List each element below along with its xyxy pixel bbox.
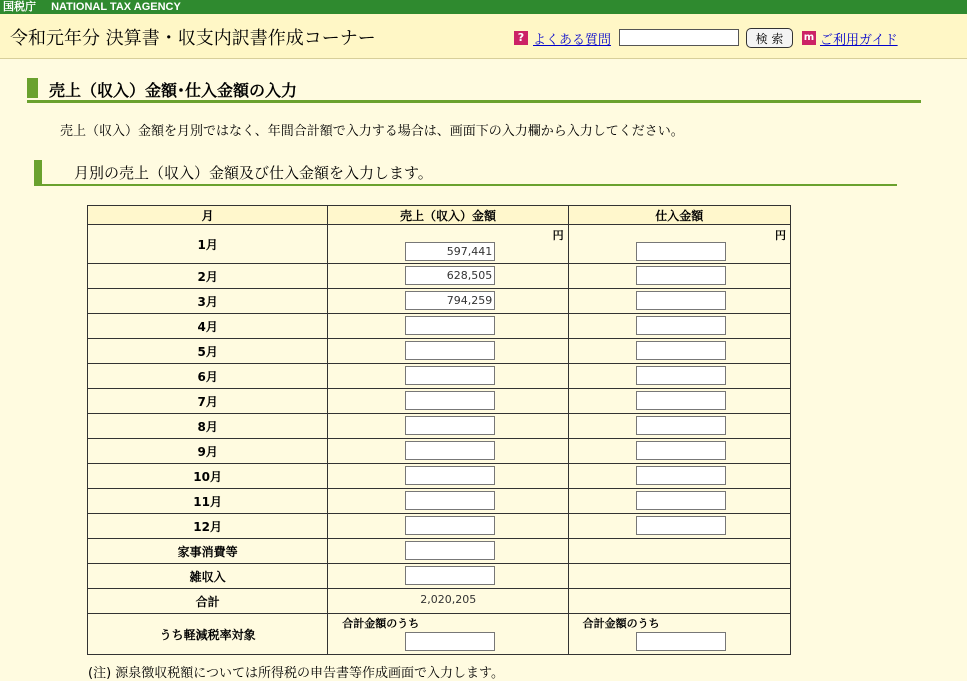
sales-cell bbox=[328, 389, 568, 414]
purchase-input[interactable] bbox=[636, 491, 726, 510]
purchase-cell bbox=[568, 464, 790, 489]
header-sales: 売上（収入）金額 bbox=[328, 206, 568, 225]
reduced-purchase-cell bbox=[568, 614, 790, 655]
corner-title: 令和元年分 決算書・収支内訳書作成コーナー bbox=[10, 28, 376, 49]
sales-cell bbox=[328, 314, 568, 339]
month-row bbox=[88, 389, 791, 414]
purchase-input[interactable] bbox=[636, 266, 726, 285]
sub-heading-text: 月別の売上（収入）金額及び仕入金額を入力します。 bbox=[74, 164, 433, 182]
purchase-cell bbox=[568, 364, 790, 389]
purchase-input[interactable] bbox=[636, 242, 726, 261]
header-purchase: 仕入金額 bbox=[568, 206, 790, 225]
purchase-cell bbox=[568, 414, 790, 439]
empty-cell bbox=[568, 539, 790, 564]
month-row bbox=[88, 464, 791, 489]
reduced-rate-row bbox=[88, 614, 791, 655]
month-row bbox=[88, 489, 791, 514]
question-icon[interactable]: ? bbox=[514, 31, 528, 45]
sales-input[interactable] bbox=[405, 391, 495, 410]
intro-text: 売上（収入）金額を月別ではなく、年間合計額で入力する場合は、画面下の入力欄から入力してください。 bbox=[60, 124, 684, 139]
header-month: 月 bbox=[88, 206, 328, 225]
guide-link[interactable]: ご利用ガイド bbox=[820, 33, 898, 48]
reduced-sales-input[interactable] bbox=[405, 632, 495, 651]
sales-cell bbox=[328, 225, 568, 264]
agency-kanji: 国税庁 bbox=[3, 1, 36, 13]
sales-cell bbox=[328, 339, 568, 364]
purchase-input[interactable] bbox=[636, 416, 726, 435]
purchase-cell bbox=[568, 264, 790, 289]
purchase-input[interactable] bbox=[636, 391, 726, 410]
purchase-input[interactable] bbox=[636, 466, 726, 485]
month-label: 10月 bbox=[88, 464, 328, 489]
section-heading bbox=[27, 78, 921, 103]
sales-input[interactable] bbox=[405, 366, 495, 385]
month-row bbox=[88, 339, 791, 364]
purchase-cell bbox=[568, 314, 790, 339]
month-label: 3月 bbox=[88, 289, 328, 314]
sales-cell bbox=[328, 264, 568, 289]
sales-cell bbox=[328, 414, 568, 439]
sales-cell bbox=[328, 439, 568, 464]
reduced-sales-sublabel: 合計金額のうち bbox=[342, 617, 420, 630]
total-sales-value: 2,020,205 bbox=[420, 593, 477, 606]
month-row bbox=[88, 364, 791, 389]
agency-english: NATIONAL TAX AGENCY bbox=[51, 1, 181, 13]
sub-heading bbox=[34, 160, 897, 186]
month-row bbox=[88, 514, 791, 539]
month-label: 1月 bbox=[88, 225, 328, 264]
heading-marker bbox=[27, 78, 38, 98]
purchase-input[interactable] bbox=[636, 366, 726, 385]
sales-cell bbox=[328, 364, 568, 389]
sales-cell bbox=[328, 464, 568, 489]
sales-input[interactable] bbox=[405, 341, 495, 360]
footnote: (注) 源泉徴収税額については所得税の申告書等作成画面で入力します。 bbox=[88, 666, 504, 681]
sales-input[interactable] bbox=[405, 416, 495, 435]
sales-input[interactable] bbox=[405, 466, 495, 485]
table-header-row bbox=[88, 206, 791, 225]
sales-cell bbox=[328, 289, 568, 314]
sales-input[interactable] bbox=[405, 291, 495, 310]
sales-cell bbox=[328, 539, 568, 564]
month-row bbox=[88, 439, 791, 464]
empty-cell bbox=[568, 564, 790, 589]
month-label: 8月 bbox=[88, 414, 328, 439]
yen-unit: 円 bbox=[775, 229, 786, 242]
subheading-marker bbox=[34, 160, 42, 184]
month-row bbox=[88, 314, 791, 339]
reduced-purchase-input[interactable] bbox=[636, 632, 726, 651]
corner-header bbox=[0, 14, 967, 59]
sales-input[interactable] bbox=[405, 441, 495, 460]
purchase-cell bbox=[568, 289, 790, 314]
sales-input[interactable] bbox=[405, 266, 495, 285]
row-label: 家事消費等 bbox=[88, 539, 328, 564]
section-heading-text: 売上（収入）金額･仕入金額の入力 bbox=[49, 81, 298, 100]
purchase-cell bbox=[568, 339, 790, 364]
row-label: 合計 bbox=[88, 589, 328, 614]
purchase-cell bbox=[568, 514, 790, 539]
purchase-input[interactable] bbox=[636, 291, 726, 310]
search-button[interactable]: 検 索 bbox=[746, 28, 793, 48]
month-label: 2月 bbox=[88, 264, 328, 289]
month-row bbox=[88, 414, 791, 439]
month-row bbox=[88, 289, 791, 314]
row-label: うち軽減税率対象 bbox=[88, 614, 328, 655]
purchase-cell bbox=[568, 439, 790, 464]
month-label: 5月 bbox=[88, 339, 328, 364]
household-sales-input[interactable] bbox=[405, 541, 495, 560]
yen-unit: 円 bbox=[552, 229, 564, 242]
purchase-input[interactable] bbox=[636, 516, 726, 535]
sales-cell bbox=[328, 514, 568, 539]
purchase-input[interactable] bbox=[636, 316, 726, 335]
reduced-sales-cell bbox=[328, 614, 568, 655]
month-label: 4月 bbox=[88, 314, 328, 339]
reduced-purchase-sublabel: 合計金額のうち bbox=[582, 617, 660, 630]
month-label: 9月 bbox=[88, 439, 328, 464]
empty-cell bbox=[568, 589, 790, 614]
misc-income-input[interactable] bbox=[405, 566, 495, 585]
purchase-input[interactable] bbox=[636, 341, 726, 360]
month-label: 12月 bbox=[88, 514, 328, 539]
agency-bar bbox=[0, 0, 967, 14]
month-label: 11月 bbox=[88, 489, 328, 514]
sales-cell bbox=[328, 489, 568, 514]
sales-cell bbox=[328, 564, 568, 589]
purchase-cell bbox=[568, 389, 790, 414]
purchase-cell bbox=[568, 225, 790, 264]
row-label: 雑収入 bbox=[88, 564, 328, 589]
sales-input[interactable] bbox=[405, 316, 495, 335]
guide-book-icon[interactable]: m bbox=[803, 32, 815, 43]
faq-link[interactable]: よくある質問 bbox=[533, 33, 612, 48]
month-label: 6月 bbox=[88, 364, 328, 389]
monthly-input-table bbox=[87, 205, 791, 655]
month-row bbox=[88, 264, 791, 289]
sales-input[interactable] bbox=[405, 491, 495, 510]
misc-income-row bbox=[88, 564, 791, 589]
household-row bbox=[88, 539, 791, 564]
month-label: 7月 bbox=[88, 389, 328, 414]
purchase-cell bbox=[568, 489, 790, 514]
sales-input[interactable] bbox=[405, 242, 495, 261]
total-row bbox=[88, 589, 791, 614]
total-sales-cell bbox=[328, 589, 568, 614]
month-row bbox=[88, 225, 791, 264]
purchase-input[interactable] bbox=[636, 441, 726, 460]
sales-input[interactable] bbox=[405, 516, 495, 535]
search-input[interactable] bbox=[619, 29, 739, 46]
